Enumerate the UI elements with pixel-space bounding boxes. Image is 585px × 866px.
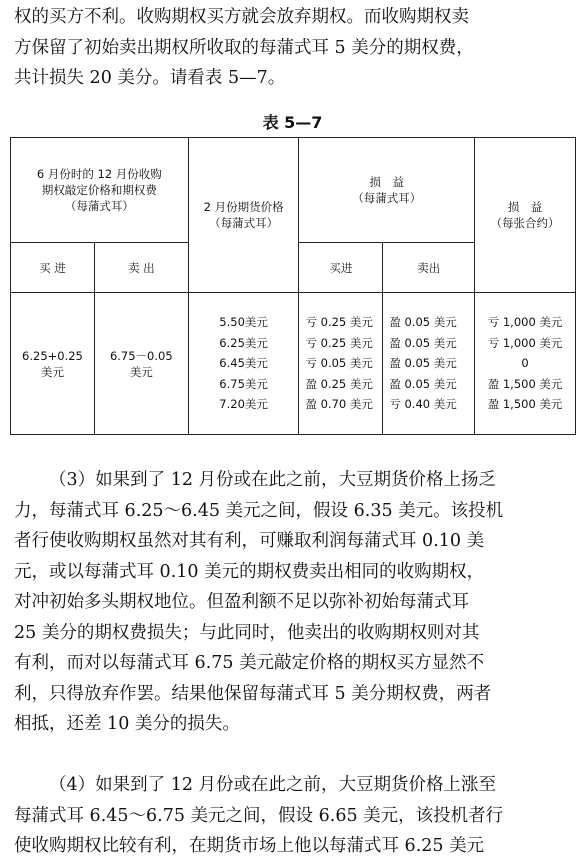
- paragraph-4: [14, 770, 574, 862]
- text-line: （3）如果到了 12 月份或在此之前，大豆期货价格上扬乏: [49, 470, 497, 490]
- table-title: 表 5—7: [262, 113, 323, 132]
- contract-pl-cell: 亏 1,000 美元 亏 1,000 美元 0 盈 1,500 美元 盈 1,500 美元: [475, 293, 576, 435]
- text-line: 25 美分的期权费损失；与此同时，他卖出的收购期权则对其: [14, 622, 480, 643]
- futures-price-header: 2 月份期货价格 （每蒲式耳）: [188, 138, 299, 293]
- table-data-row: [11, 293, 576, 435]
- text-line: 元，或以每蒲式耳 0.10 美元的期权费卖出相同的收购期权，: [14, 561, 485, 582]
- profit-per-bushel-header: 损 益 （每蒲式耳）: [299, 138, 475, 243]
- buy-pl-cell: 亏 0.25 美元 亏 0.25 美元 亏 0.05 美元 盈 0.25 美元 盈 0.70 美元: [299, 293, 383, 435]
- sell-pl-cell: 盈 0.05 美元 盈 0.05 美元 盈 0.05 美元 盈 0.05 美元 亏 0.40 美元: [383, 293, 475, 435]
- sell-header: 卖 出: [94, 243, 188, 293]
- text-line: 使收购期权比较有利，在期货市场上他以每蒲式耳 6.25 美元: [14, 836, 485, 856]
- table-header-row: [11, 138, 576, 243]
- profit-per-contract-header: 损 益 （每张合约）: [475, 138, 576, 293]
- sell-price-cell: 6.75－0.05 美元: [94, 293, 188, 435]
- pb-buy-header: 买进: [299, 243, 383, 293]
- text-line: 权的买方不利。收购期权买方就会放弃期权。而收购期权卖: [14, 7, 469, 27]
- top-paragraph: [14, 2, 574, 94]
- text-line: 有利，而对以每蒲式耳 6.75 美元敲定价格的期权买方显然不: [14, 653, 485, 673]
- text-line: 利，只得放弃作罢。结果他保留每蒲式耳 5 美分期权费，两者: [14, 683, 492, 704]
- text-line: 方保留了初始卖出期权所收取的每蒲式耳 5 美分的期权费，: [14, 37, 474, 58]
- text-line: 力，每蒲式耳 6.25～6.45 美元之间，假设 6.35 美元。该投机: [14, 500, 504, 521]
- paragraph-3: [14, 465, 574, 740]
- text-line: （4）如果到了 12 月份或在此之前，大豆期货价格上涨至: [49, 775, 497, 795]
- option-price-header: 6 月份时的 12 月份收购 期权敲定价格和期权费 （每蒲式耳）: [11, 138, 189, 243]
- text-line: 者行使收购期权虽然对其有利，可赚取利润每蒲式耳 0.10 美: [14, 531, 485, 551]
- futures-prices-cell: 5.50美元 6.25美元 6.45美元 6.75美元 7.20美元: [188, 293, 299, 435]
- text-line: 相抵，还差 10 美分的损失。: [14, 714, 240, 734]
- table-5-7: [10, 137, 576, 435]
- buy-price-cell: 6.25+0.25 美元: [11, 293, 95, 435]
- text-line: 对冲初始多头期权地位。但盈利额不足以弥补初始每蒲式耳: [14, 592, 469, 612]
- pb-sell-header: 卖出: [383, 243, 475, 293]
- text-line: 每蒲式耳 6.45～6.75 美元之间，假设 6.65 美元，该投机者行: [14, 805, 504, 826]
- buy-header: 买 进: [11, 243, 95, 293]
- text-line: 共计损失 20 美分。请看表 5—7。: [14, 68, 286, 88]
